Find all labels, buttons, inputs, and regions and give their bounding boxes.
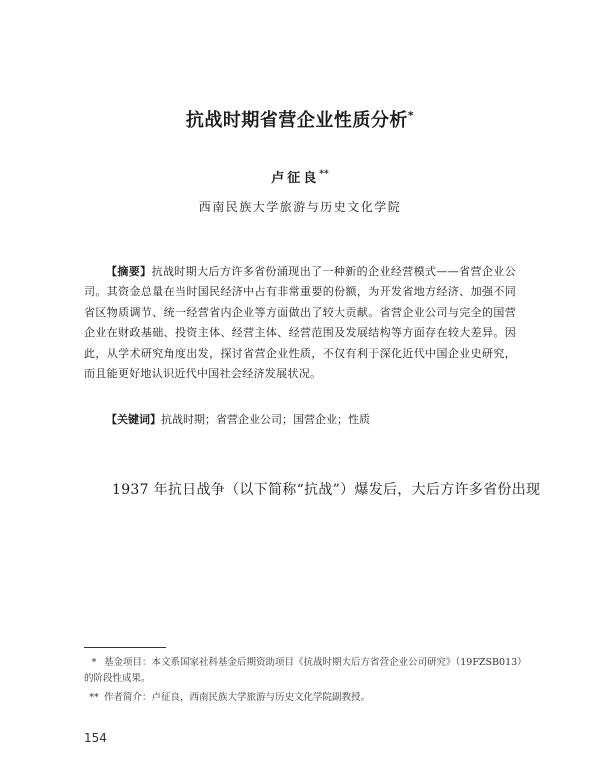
body-paragraph: 1937 年抗日战争（以下简称“抗战”）爆发后，大后方许多省份出现 <box>112 482 541 498</box>
abstract-text: 抗战时期大后方许多省份涌现出了一种新的企业经营模式——省营企业公司。其资金总量在当时国民经济中占有非常重要的份额，为开发省地方经济、加强不同省区物质调节、统一经营省内企业等方面做出了较大贡献。省营企业公司与完全的国营企业在财政基础、投资主体、经营主体、经营范围及发展结构等方面存在较大差异。因此，从学术研究角度出发，探讨省营企业性质，不仅有利于深化近代中国企业史研究，而且能更好地认识近代中国社会经济发展状况。 <box>84 265 516 381</box>
author-footnote-mark: ** <box>319 169 329 180</box>
page-number: 154 <box>84 731 107 745</box>
title-text: 抗战时期省营企业性质分析 <box>185 110 408 131</box>
footnote-funding <box>84 655 524 687</box>
author-line <box>0 167 600 186</box>
author-name: 卢征良 <box>271 171 320 186</box>
keywords-text: 抗战时期；省营企业公司；国营企业；性质 <box>161 413 370 426</box>
abstract-paragraph <box>84 262 516 384</box>
keywords-label: 【关键词】 <box>106 413 161 426</box>
keywords-line <box>84 411 516 427</box>
article-title <box>0 106 600 132</box>
title-footnote-mark: * <box>407 109 415 122</box>
footnote-text: 作者简介：卢征良，西南民族大学旅游与历史文化学院副教授。 <box>104 692 371 703</box>
footnote-text: 基金项目：本文系国家社科基金后期资助项目《抗战时期大后方省营企业公司研究》（19FZSB013）的阶段性成果。 <box>84 657 522 684</box>
author-affiliation: 西南民族大学旅游与历史文化学院 <box>198 200 402 214</box>
footnote-author-bio <box>84 690 524 706</box>
abstract-label: 【摘要】 <box>106 265 152 278</box>
footnote-divider <box>84 647 166 648</box>
footnote-symbol: * <box>91 657 97 668</box>
footnote-symbol: ** <box>89 692 99 703</box>
